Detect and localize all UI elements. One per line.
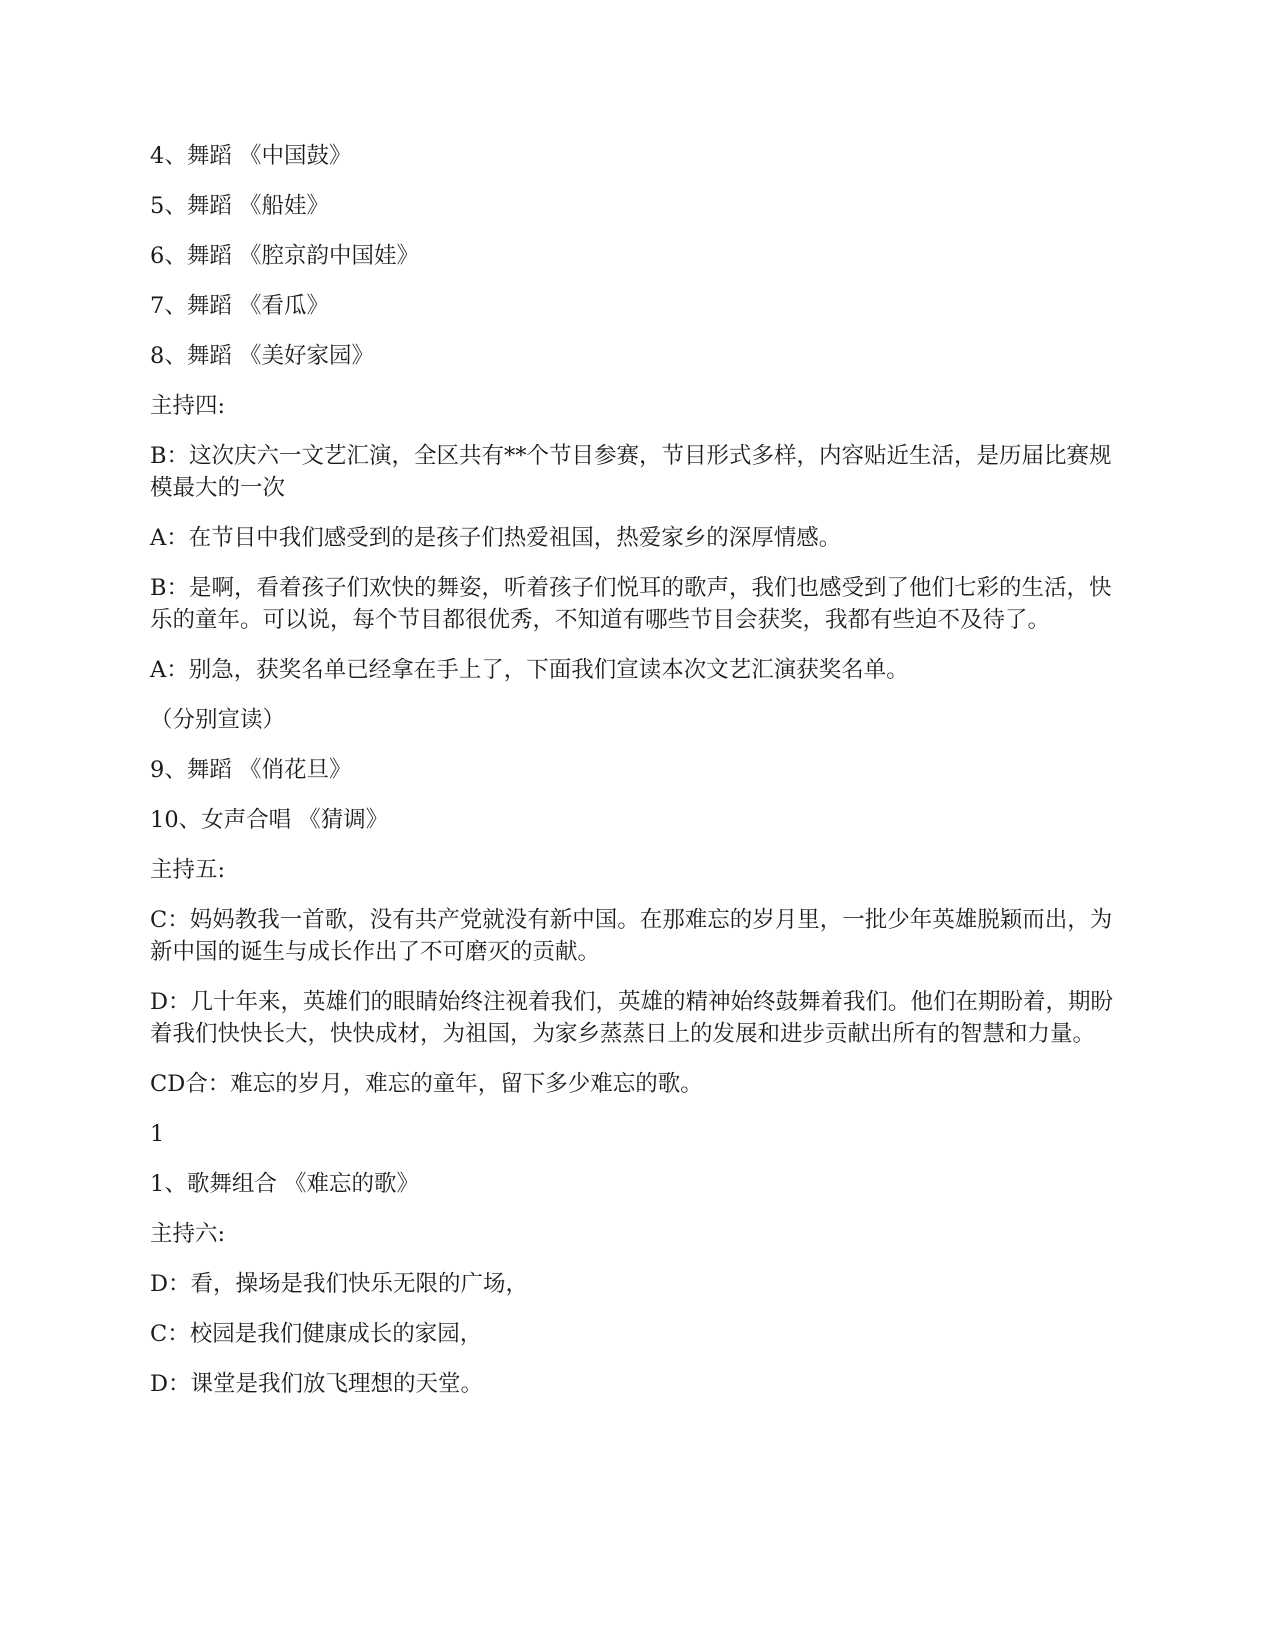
dialogue-line: D：看，操场是我们快乐无限的广场， [150, 1271, 529, 1297]
dialogue-line: C：妈妈教我一首歌，没有共产党就没有新中国。在那难忘的岁月里，一批少年英雄脱颖而出，为新中国的诞生与成长作出了不可磨灭的贡献。 [150, 907, 1113, 965]
program-item-1: 1、歌舞组合 《难忘的歌》 [150, 1171, 419, 1197]
program-item-9: 9、舞蹈 《俏花旦》 [150, 757, 352, 783]
host-section-6-heading: 主持六: [150, 1221, 226, 1247]
program-item-7: 7、舞蹈 《看瓜》 [150, 293, 329, 319]
dialogue-line: A：别急，获奖名单已经拿在手上了，下面我们宣读本次文艺汇演获奖名单。 [150, 657, 909, 683]
host-section-5-heading: 主持五: [150, 857, 226, 883]
program-item-6: 6、舞蹈 《腔京韵中国娃》 [150, 243, 419, 269]
program-item-5: 5、舞蹈 《船娃》 [150, 193, 329, 219]
dialogue-line: D：几十年来，英雄们的眼睛始终注视着我们，英雄的精神始终鼓舞着我们。他们在期盼着，期盼着我们快快长大，快快成材，为祖国，为家乡蒸蒸日上的发展和进步贡献出所有的智慧和力量。 [150, 989, 1114, 1047]
program-item-8: 8、舞蹈 《美好家园》 [150, 343, 374, 369]
dialogue-line: B：是啊，看着孩子们欢快的舞姿，听着孩子们悦耳的歌声，我们也感受到了他们七彩的生活，快乐的童年。可以说，每个节目都很优秀，不知道有哪些节目会获奖，我都有些迫不及待了。 [150, 575, 1112, 633]
number-marker: 1 [150, 1121, 165, 1147]
dialogue-line: B：这次庆六一文艺汇演，全区共有**个节目参赛，节目形式多样，内容贴近生活，是历届比赛规模最大的一次 [150, 443, 1112, 501]
dialogue-line: CD合：难忘的岁月，难忘的童年，留下多少难忘的歌。 [150, 1071, 703, 1097]
dialogue-line: C：校园是我们健康成长的家园， [150, 1321, 483, 1347]
stage-direction: （分别宣读） [150, 707, 286, 733]
dialogue-line: D：课堂是我们放飞理想的天堂。 [150, 1371, 484, 1397]
program-item-4: 4、舞蹈 《中国鼓》 [150, 143, 352, 169]
dialogue-line: A：在节目中我们感受到的是孩子们热爱祖国，热爱家乡的深厚情感。 [150, 525, 842, 551]
program-item-10: 10、女声合唱 《猜调》 [150, 807, 389, 833]
document-page [150, 140, 1130, 1418]
host-section-4-heading: 主持四: [150, 393, 226, 419]
